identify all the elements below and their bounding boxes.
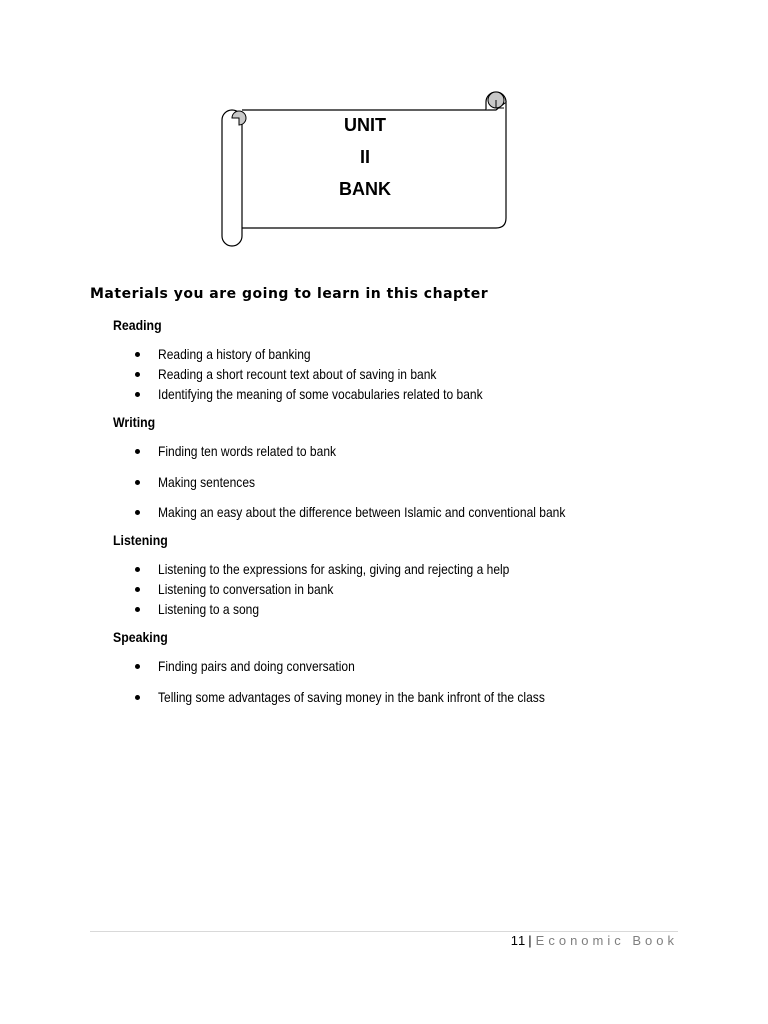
section-title-speaking: Speaking	[113, 629, 168, 645]
unit-label: UNIT	[344, 115, 386, 135]
footer-divider	[90, 931, 678, 932]
list-item-text: Identifying the meaning of some vocabularies related to bank	[158, 386, 483, 402]
list-item-text: Listening to a song	[158, 601, 260, 617]
bullet-icon	[135, 510, 140, 515]
list-item-text: Making sentences	[158, 474, 256, 490]
section-title-listening: Listening	[113, 532, 168, 548]
scroll-shape-icon	[218, 88, 510, 252]
bullet-icon	[135, 352, 140, 357]
list-item-text: Finding pairs and doing conversation	[158, 658, 355, 674]
page-footer	[511, 933, 678, 948]
bullet-icon	[135, 449, 140, 454]
unit-title: BANK	[339, 179, 391, 199]
list-item-text: Reading a history of banking	[158, 346, 311, 362]
list-item-text: Listening to the expressions for asking, giving and rejecting a help	[158, 561, 510, 577]
book-title: Economic Book	[535, 933, 678, 948]
list-item-text: Finding ten words related to bank	[158, 443, 337, 459]
bullet-icon	[135, 587, 140, 592]
section-title-reading: Reading	[113, 317, 162, 333]
list-item-text: Making an easy about the difference between Islamic and conventional bank	[158, 504, 566, 520]
unit-number: II	[359, 147, 370, 167]
unit-scroll-banner	[218, 88, 510, 252]
list-item-text: Listening to conversation in bank	[158, 581, 334, 597]
footer-separator: |	[528, 933, 532, 948]
bullet-icon	[135, 392, 140, 397]
section-title-writing: Writing	[113, 414, 156, 430]
list-item-text: Telling some advantages of saving money in the bank infront of the class	[158, 689, 545, 705]
bullet-icon	[135, 607, 140, 612]
bullet-icon	[135, 567, 140, 572]
bullet-icon	[135, 664, 140, 669]
bullet-icon	[135, 372, 140, 377]
page-number: 11	[510, 933, 527, 948]
chapter-materials-heading: Materials you are going to learn in this chapter	[90, 286, 489, 302]
bullet-icon	[135, 695, 140, 700]
list-item-text: Reading a short recount text about of saving in bank	[158, 366, 437, 382]
bullet-icon	[135, 480, 140, 485]
